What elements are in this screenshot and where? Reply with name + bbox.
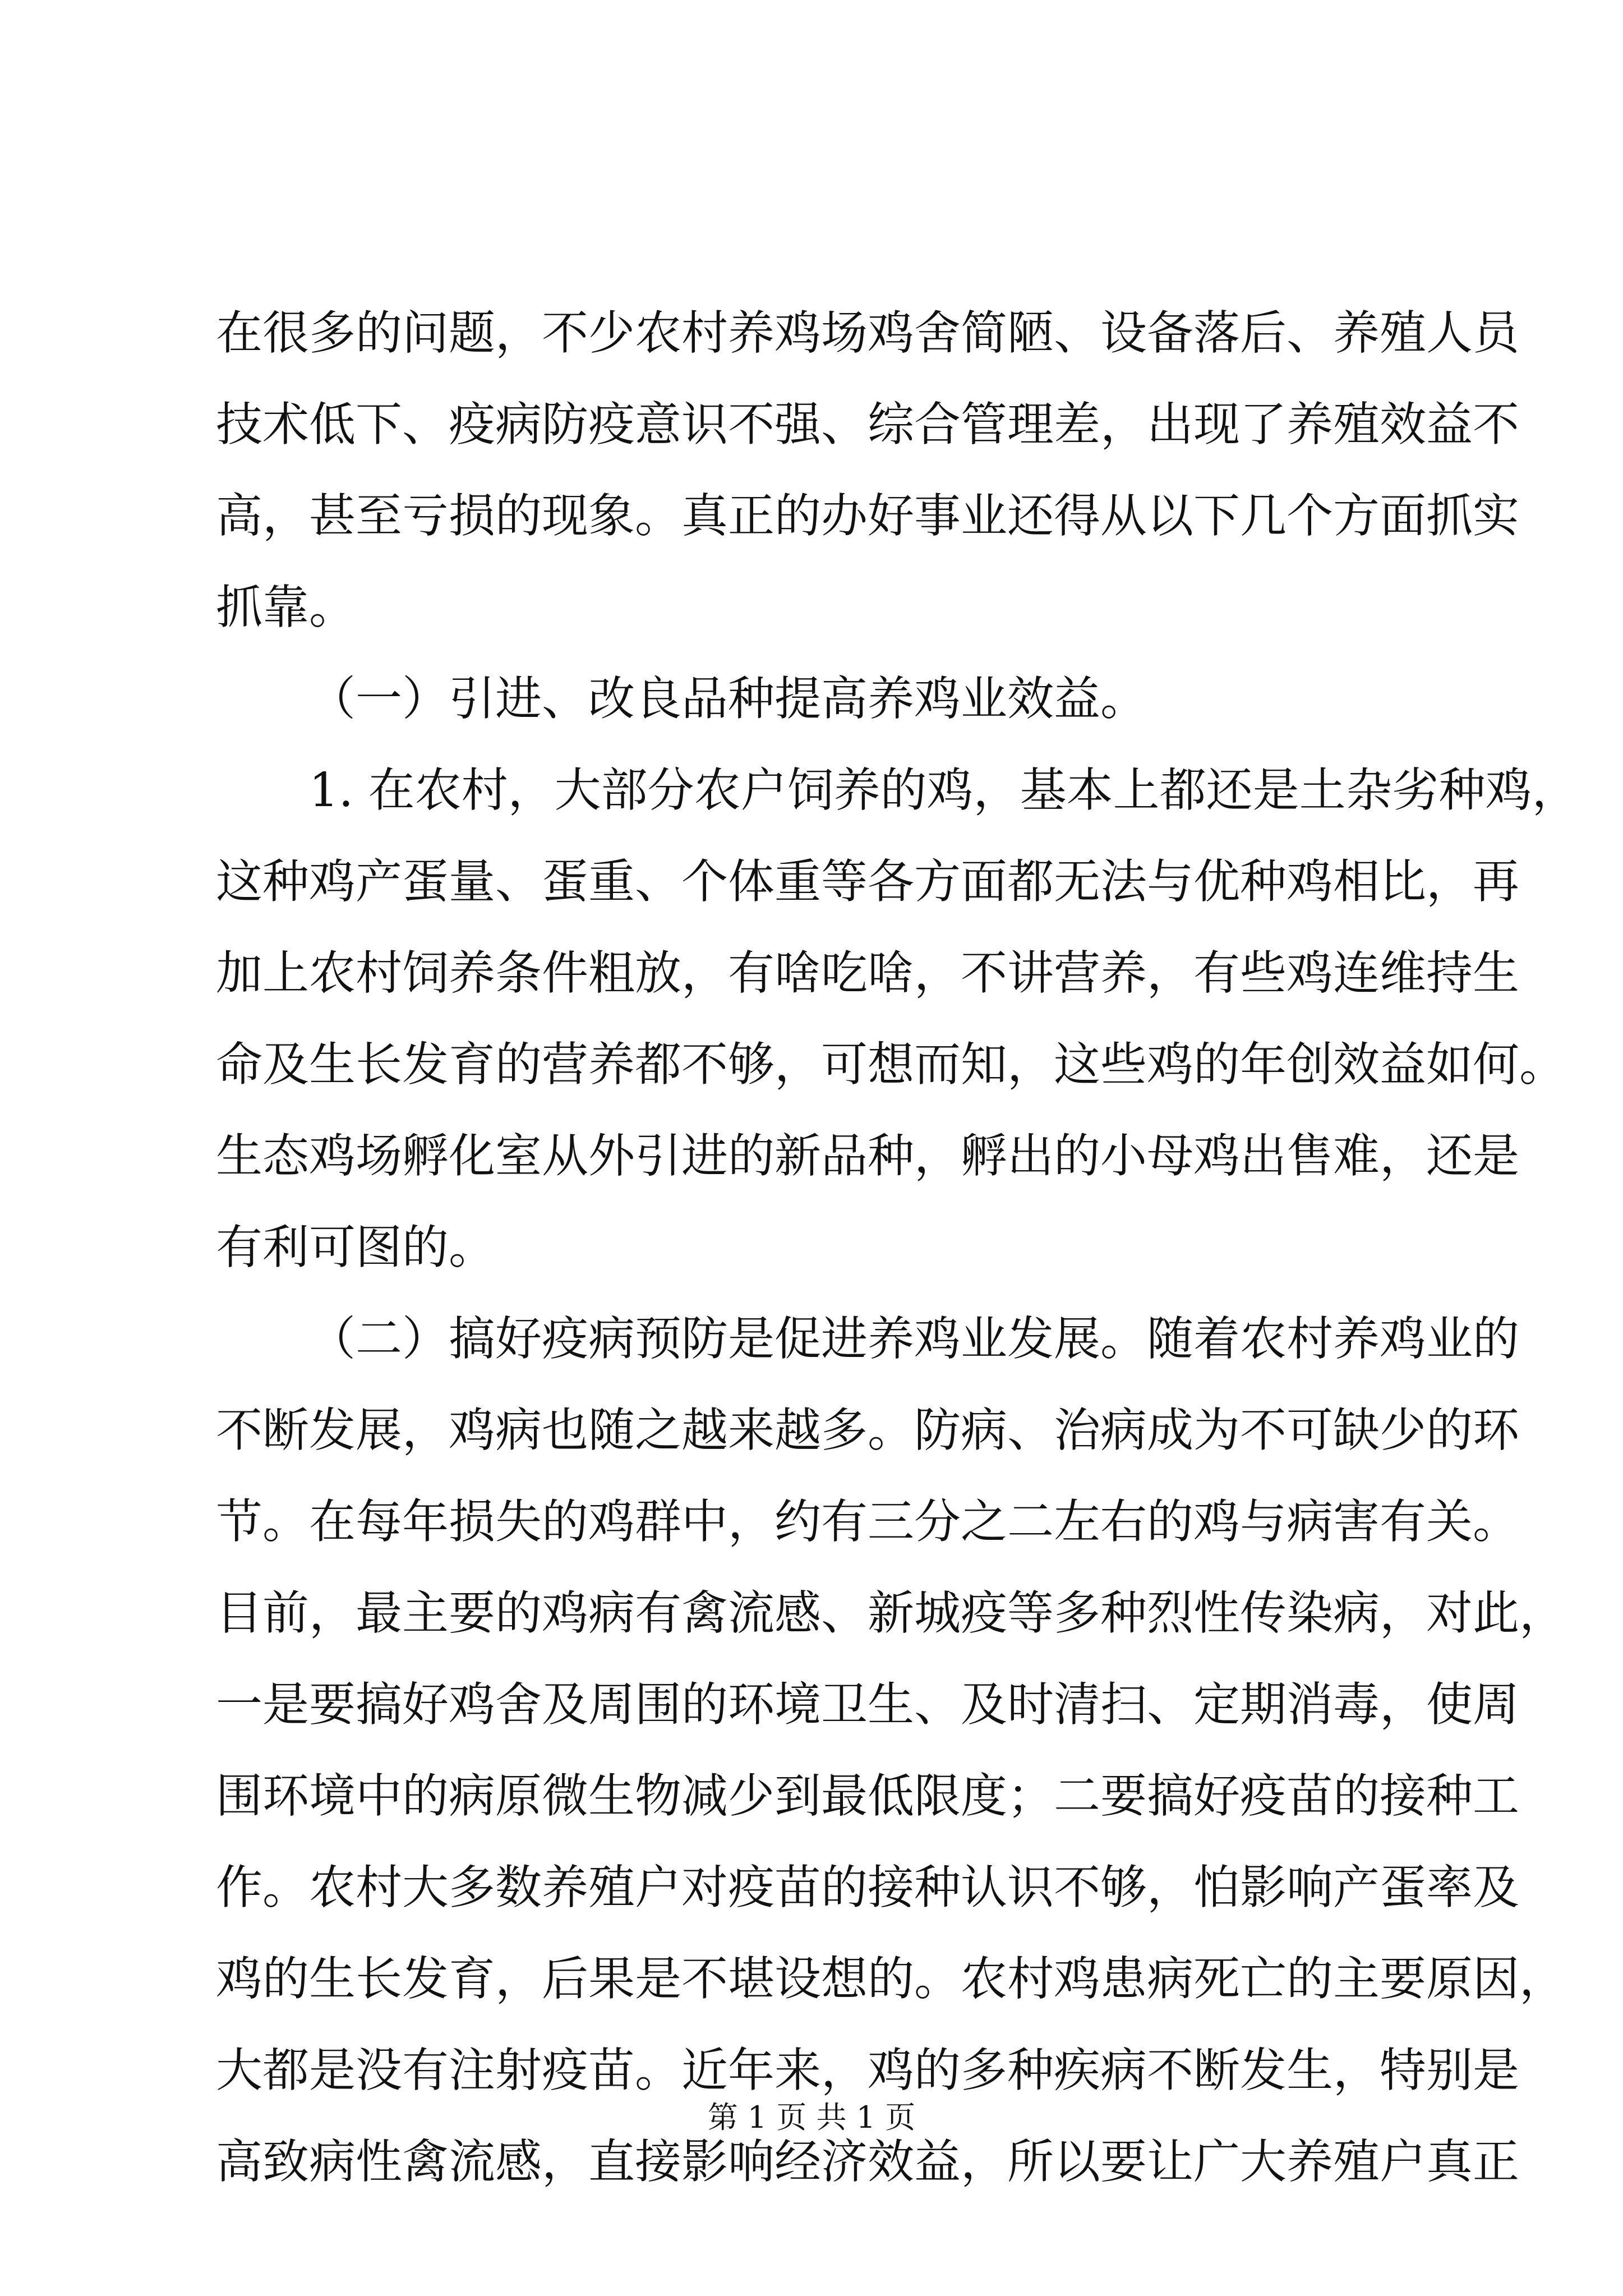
- text-line: 抓靠。: [216, 580, 356, 634]
- text-line: 命及生长发育的营养都不够，可想而知，这些鸡的年创效益如何。: [216, 1037, 1566, 1092]
- text-line: 有利可图的。: [216, 1220, 495, 1274]
- section-heading: （二）搞好疫病预防是促进养鸡业发展。随着农村养鸡业的: [309, 1312, 1519, 1366]
- page-footer: [0, 2095, 1623, 2140]
- page-number: 第 1 页 共 1 页: [707, 2100, 916, 2135]
- text-line: 高，甚至亏损的现象。真正的办好事业还得从以下几个方面抓实: [216, 489, 1519, 543]
- text-line: 技术低下、疫病防疫意识不强、综合管理差，出现了养殖效益不: [216, 397, 1519, 452]
- text-line: 大都是没有注射疫苗。近年来，鸡的多种疾病不断发生，特别是: [216, 2043, 1519, 2097]
- text-line: 鸡的生长发育，后果是不堪设想的。农村鸡患病死亡的主要原因，: [216, 1952, 1566, 2006]
- text-line: 1. 在农村，大部分农户饲养的鸡，基本上都还是土杂劣种鸡，: [309, 763, 1579, 817]
- text-line: 围环境中的病原微生物减少到最低限度；二要搞好疫苗的接种工: [216, 1769, 1519, 1823]
- text-line: 生态鸡场孵化室从外引进的新品种，孵出的小母鸡出售难，还是: [216, 1129, 1519, 1183]
- text-line: 节。在每年损失的鸡群中，约有三分之二左右的鸡与病害有关。: [216, 1494, 1519, 1549]
- text-line: 在很多的问题，不少农村养鸡场鸡舍简陋、设备落后、养殖人员: [216, 306, 1519, 360]
- text-line: 目前，最主要的鸡病有禽流感、新城疫等多种烈性传染病，对此，: [216, 1586, 1566, 1640]
- text-line: 一是要搞好鸡舍及周围的环境卫生、及时清扫、定期消毒，使周: [216, 1677, 1519, 1732]
- section-heading: （一）引进、改良品种提高养鸡业效益。: [309, 671, 1147, 726]
- text-line: 加上农村饲养条件粗放，有啥吃啥，不讲营养，有些鸡连维持生: [216, 946, 1519, 1000]
- text-line: 不断发展，鸡病也随之越来越多。防病、治病成为不可缺少的环: [216, 1403, 1519, 1457]
- document-body: [216, 287, 1579, 2207]
- text-line: 高致病性禽流感，直接影响经济效益，所以要让广大养殖户真正: [216, 2134, 1519, 2189]
- text-line: 作。农村大多数养殖户对疫苗的接种认识不够，怕影响产蛋率及: [216, 1860, 1519, 1915]
- text-line: 这种鸡产蛋量、蛋重、个体重等各方面都无法与优种鸡相比，再: [216, 854, 1519, 909]
